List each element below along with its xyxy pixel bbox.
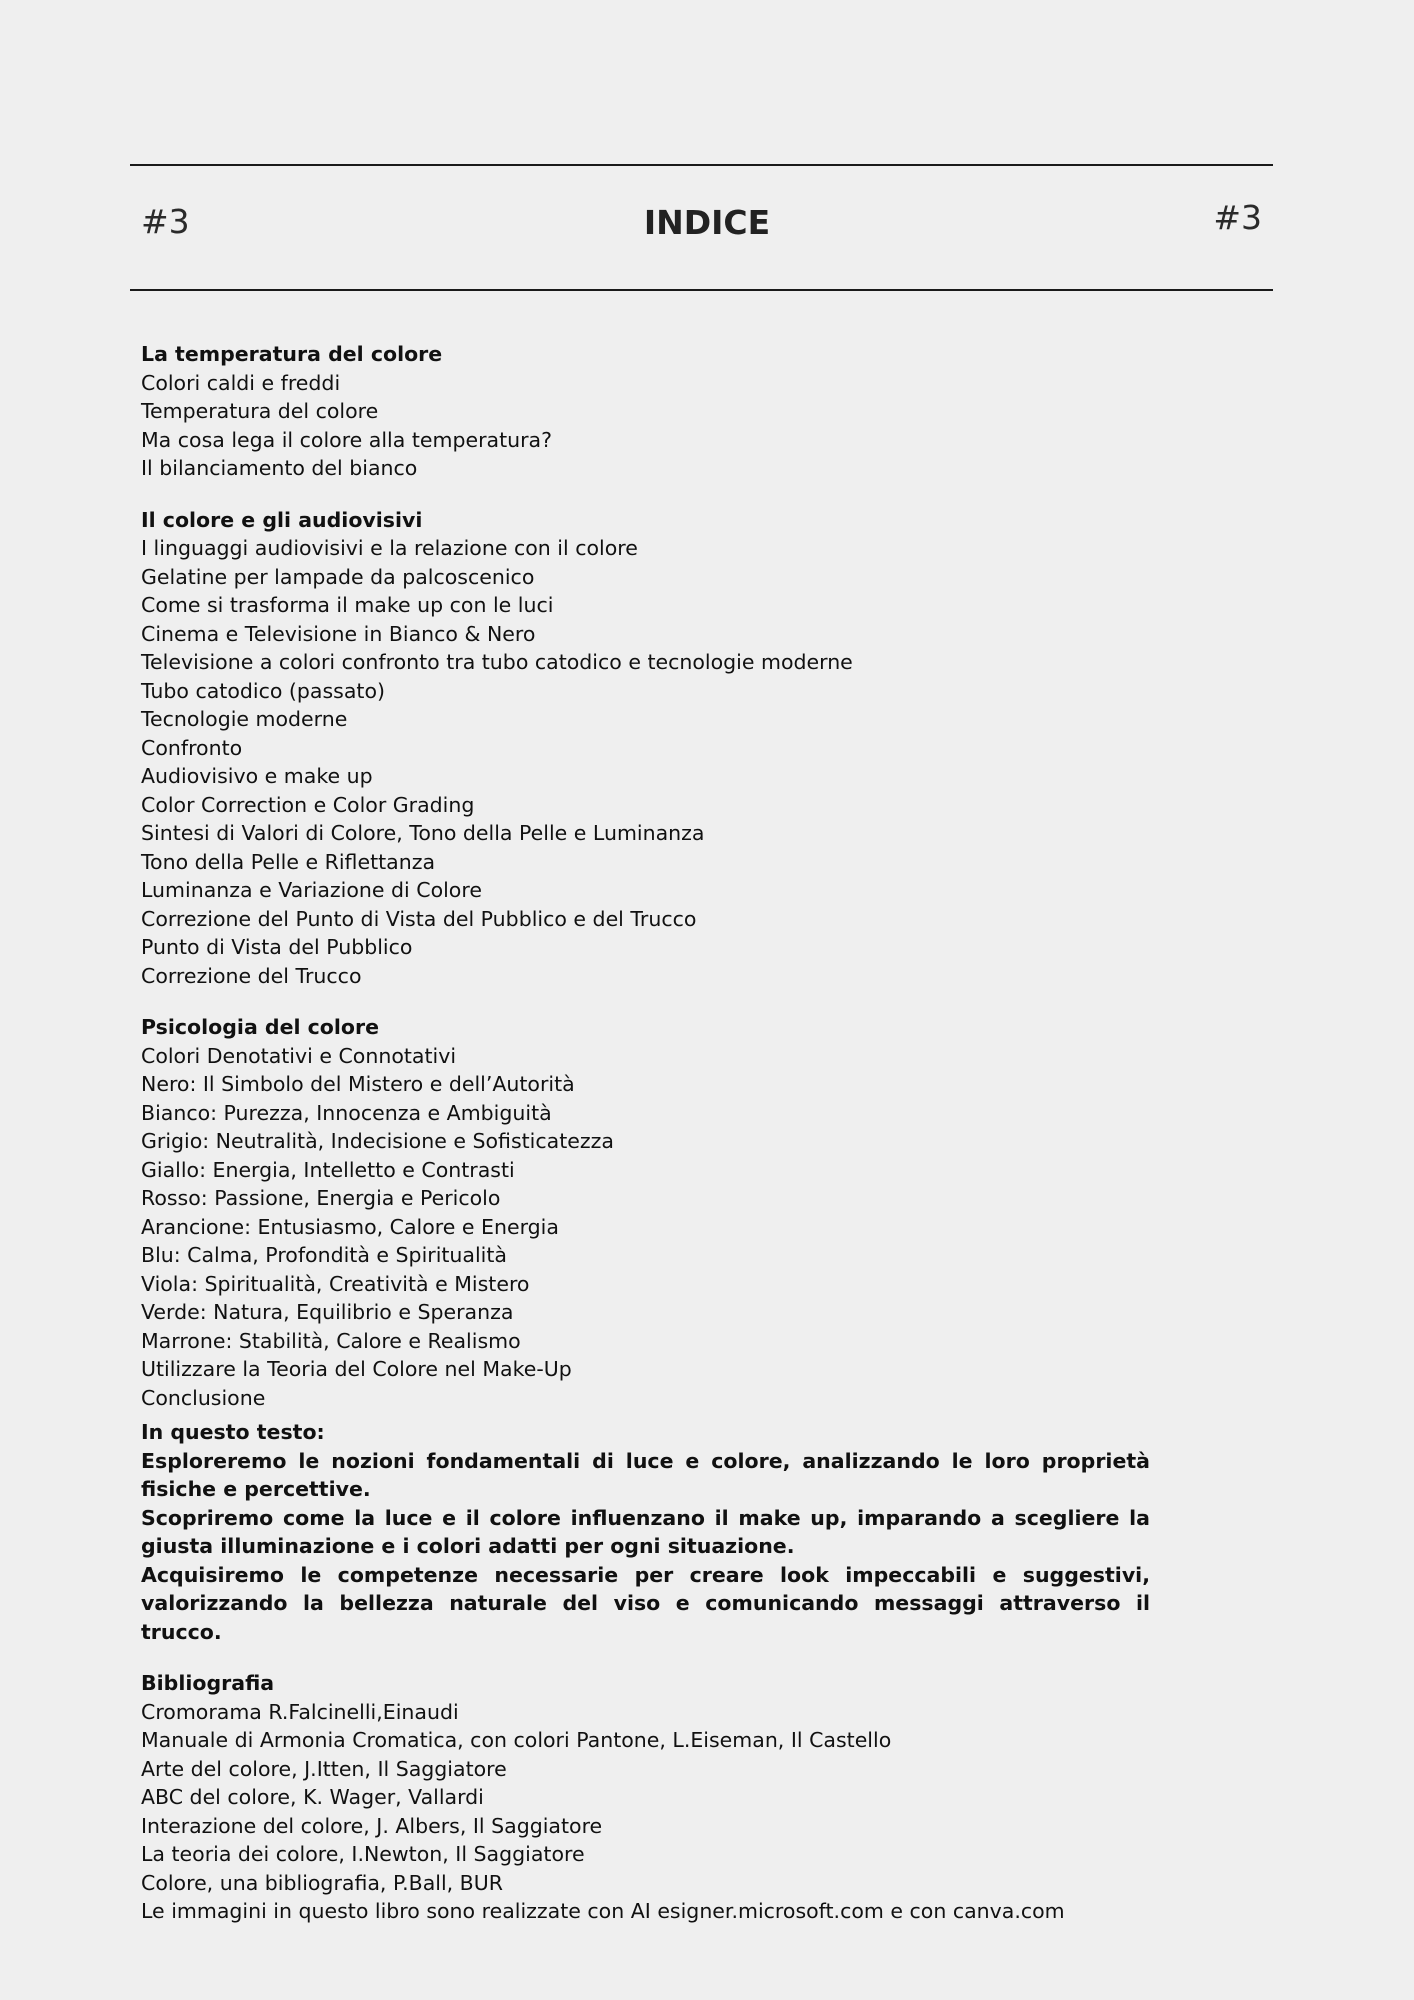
toc-item: Gelatine per lampade da palcoscenico — [141, 564, 535, 589]
toc-item: Come si trasforma il make up con le luci — [141, 593, 554, 617]
section-title: Bibliografia — [141, 1671, 275, 1695]
bibliography-item: La teoria dei colore, I.Newton, Il Saggiatore — [141, 1842, 585, 1866]
page-number-right: #3 — [1213, 198, 1262, 237]
toc-item: Nero: Il Simbolo del Mistero e dell’Autorità — [141, 1072, 575, 1096]
toc-item: Correzione del Trucco — [141, 963, 362, 988]
table-of-contents — [141, 340, 1150, 1949]
toc-item: Viola: Spiritualità, Creatività e Mistero — [141, 1271, 530, 1296]
bibliography-item: Colore, una bibliografia, P.Ball, BUR — [141, 1870, 503, 1895]
intro-paragraph: Acquisiremo le competenze necessarie per creare look impeccabili e suggestivi, valorizzando la bellezza naturale del viso e comunicando messaggi attraverso il trucco. — [141, 1562, 1150, 1644]
toc-item: Sintesi di Valori di Colore, Tono della Pelle e Luminanza — [141, 821, 705, 845]
toc-item: Correzione del Punto di Vista del Pubblico e del Trucco — [141, 906, 697, 931]
toc-section-temperature — [141, 340, 1150, 483]
toc-item: Colori Denotativi e Connotativi — [141, 1043, 457, 1068]
bibliography-item: Cromorama R.Falcinelli,Einaudi — [141, 1699, 459, 1724]
intro-paragraph: Esploreremo le nozioni fondamentali di luce e colore, analizzando le loro proprietà fisiche e percettive. — [141, 1448, 1150, 1501]
toc-item: Color Correction e Color Grading — [141, 792, 475, 817]
toc-item: Marrone: Stabilità, Calore e Realismo — [141, 1328, 521, 1353]
page-title: INDICE — [643, 203, 771, 242]
toc-item: Televisione a colori confronto tra tubo catodico e tecnologie moderne — [141, 650, 853, 674]
toc-item: Luminanza e Variazione di Colore — [141, 878, 482, 902]
bibliography-item: Arte del colore, J.Itten, Il Saggiatore — [141, 1756, 507, 1781]
toc-item: Tubo catodico (passato) — [141, 678, 385, 703]
bibliography-item: Le immagini in questo libro sono realizzate con AI esigner.microsoft.com e con canva.com — [141, 1899, 1065, 1923]
section-title: In questo testo: — [141, 1420, 325, 1444]
section-title: Psicologia del colore — [141, 1015, 380, 1039]
toc-item: Tecnologie moderne — [141, 707, 348, 731]
toc-item: Blu: Calma, Profondità e Spiritualità — [141, 1243, 507, 1267]
section-title: Il colore e gli audiovisivi — [141, 507, 423, 532]
section-title: La temperatura del colore — [141, 342, 443, 366]
toc-item: I linguaggi audiovisivi e la relazione con il colore — [141, 536, 638, 560]
header-bottom-divider — [130, 289, 1273, 291]
toc-item: Cinema e Televisione in Bianco & Nero — [141, 621, 536, 646]
toc-item: Confronto — [141, 735, 243, 760]
toc-item: Colori caldi e freddi — [141, 370, 341, 395]
bibliography-item: Interazione del colore, J. Albers, Il Saggiatore — [141, 1813, 603, 1838]
header-top-divider — [130, 164, 1273, 166]
intro-section — [141, 1418, 1150, 1646]
bibliography-item: Manuale di Armonia Cromatica, con colori Pantone, L.Eiseman, Il Castello — [141, 1728, 892, 1752]
toc-item: Punto di Vista del Pubblico — [141, 935, 413, 959]
intro-paragraph: Scopriremo come la luce e il colore influenzano il make up, imparando a scegliere la giusta illuminazione e i colori adatti per ogni situazione. — [141, 1505, 1150, 1558]
toc-item: Grigio: Neutralità, Indecisione e Sofisticatezza — [141, 1129, 614, 1153]
toc-item: Verde: Natura, Equilibrio e Speranza — [141, 1300, 514, 1324]
toc-section-audiovisual — [141, 506, 1150, 991]
toc-item: Audiovisivo e make up — [141, 764, 373, 788]
toc-item: Utilizzare la Teoria del Colore nel Make-Up — [141, 1357, 572, 1381]
toc-item: Bianco: Purezza, Innocenza e Ambiguità — [141, 1100, 552, 1125]
bibliography-section — [141, 1669, 1150, 1926]
bibliography-item: ABC del colore, K. Wager, Vallardi — [141, 1785, 484, 1809]
toc-item: Giallo: Energia, Intelletto e Contrasti — [141, 1157, 515, 1182]
toc-section-psychology — [141, 1013, 1150, 1412]
toc-item: Arancione: Entusiasmo, Calore e Energia — [141, 1214, 559, 1239]
toc-item: Il bilanciamento del bianco — [141, 456, 418, 480]
page-number-left: #3 — [141, 202, 190, 241]
toc-item: Rosso: Passione, Energia e Pericolo — [141, 1186, 501, 1210]
toc-item: Ma cosa lega il colore alla temperatura? — [141, 427, 552, 452]
toc-item: Temperatura del colore — [141, 399, 379, 423]
toc-item: Tono della Pelle e Riflettanza — [141, 849, 436, 874]
toc-item: Conclusione — [141, 1385, 266, 1410]
